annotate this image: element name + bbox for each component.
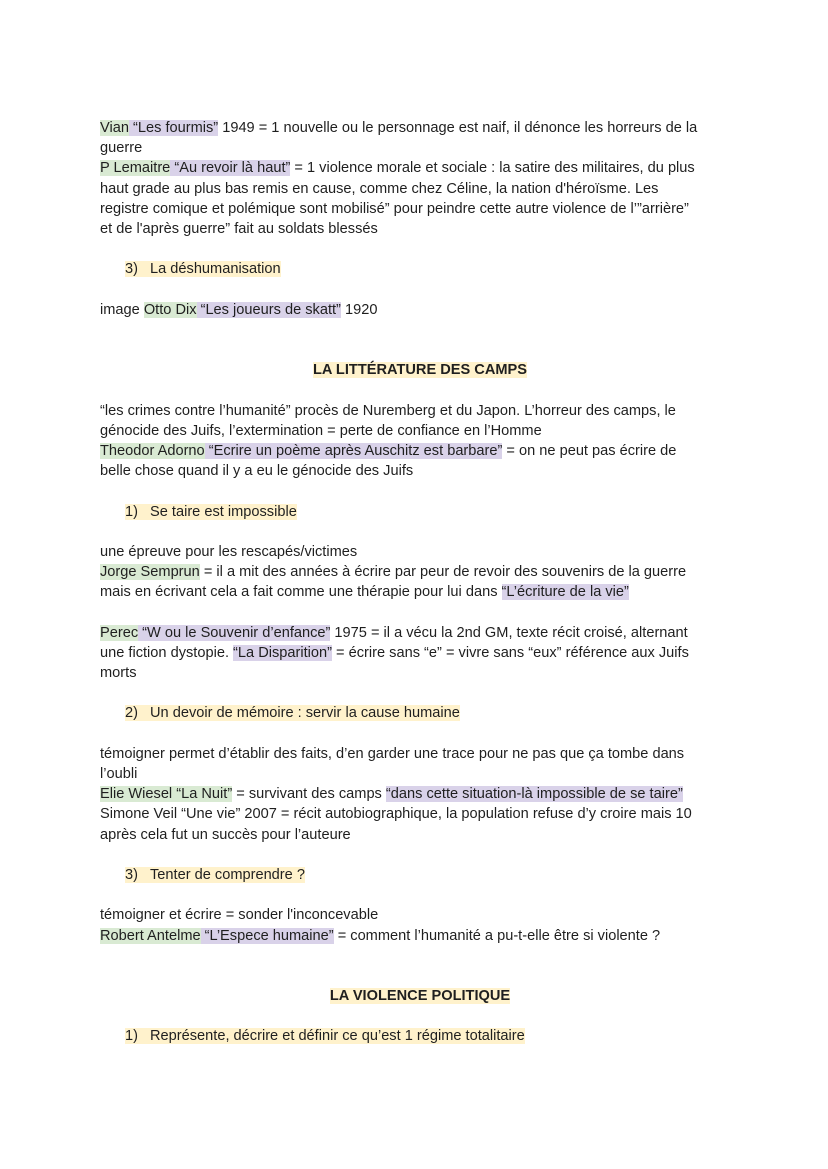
section-title: Se taire est impossible — [150, 503, 297, 520]
text: = il a mit des années à écrire par peur de revoir des souvenirs de la guerre — [199, 564, 687, 581]
text: 1975 = il a vécu la 2nd GM, texte récit croisé, alternant — [330, 624, 688, 641]
author-highlight: Jorge Semprun — [100, 564, 200, 581]
title-highlight: “W ou le Souvenir d’enfance” — [138, 624, 331, 641]
list-number: 1) — [125, 1028, 138, 1045]
text-line — [100, 926, 740, 946]
section-heading-3 — [100, 259, 740, 279]
text: mais en écrivant cela a fait comme une thérapie pour lui dans — [100, 584, 502, 601]
document-page — [100, 118, 740, 1047]
text: = comment l’humanité a pu-t-elle être si violente ? — [333, 927, 661, 944]
text-line: guerre — [100, 140, 143, 157]
chapter-title: LA LITTÉRATURE DES CAMPS — [312, 362, 528, 379]
text-line — [100, 582, 740, 602]
text: = 1 violence morale et sociale : la satire des militaires, du plus — [290, 160, 695, 177]
text-line: registre comique et polémique sont mobilisé” pour peindre cette autre violence de l’”arrière” — [100, 200, 689, 217]
text-line: belle chose quand il y a eu le génocide des Juifs — [100, 463, 414, 480]
text-line: morts — [100, 665, 137, 682]
author-highlight: Elie Wiesel — [100, 786, 173, 803]
section-title: La déshumanisation — [150, 261, 281, 278]
text-line: Simone Veil “Une vie” 2007 = récit autobiographique, la population refuse d’y croire mais 10 — [100, 806, 692, 823]
author-highlight: Theodor Adorno — [100, 443, 205, 459]
chapter-title: LA VIOLENCE POLITIQUE — [329, 988, 511, 1005]
title-highlight: “Les fourmis” — [128, 120, 219, 136]
text-line: et de l'après guerre” fait au soldats blessés — [100, 220, 378, 237]
text-line: témoigner permet d’établir des faits, d’en garder une trace pour ne pas que ça tombe dans — [100, 745, 685, 762]
text-line: “les crimes contre l’humanité” procès de Nuremberg et du Japon. L’horreur des camps, le — [100, 402, 676, 419]
text: une fiction dystopie. — [100, 644, 234, 661]
text-line — [100, 643, 740, 663]
text-line — [100, 158, 740, 178]
chapter-heading — [100, 986, 740, 1006]
text-line: l’oubli — [100, 766, 138, 782]
section-title: Représente, décrire et définir ce qu’est 1 régime totalitaire — [150, 1028, 525, 1045]
text-line — [100, 441, 740, 461]
section-heading-3b — [100, 865, 740, 885]
text-line: génocide des Juifs, l’extermination = perte de confiance en l’Homme — [100, 422, 542, 439]
section-title: Tenter de comprendre ? — [150, 866, 305, 883]
author-highlight: Otto Dix — [143, 301, 197, 318]
text: 1920 — [340, 301, 378, 318]
text: 1949 = 1 nouvelle ou le personnage est naif, il dénonce les horreurs de la — [218, 120, 698, 136]
author-highlight: Perec — [100, 624, 139, 641]
title-highlight: “La Nuit” — [172, 786, 233, 803]
text-line — [100, 623, 740, 643]
title-highlight: “Les joueurs de skatt” — [196, 301, 341, 318]
title-highlight: “L’écriture de la vie” — [501, 584, 629, 601]
chapter-heading — [100, 360, 740, 380]
text-line — [100, 118, 740, 138]
text: = on ne peut pas écrire de — [502, 443, 677, 459]
text: image — [100, 301, 144, 318]
author-highlight: Robert Antelme — [100, 927, 201, 944]
text-line: après cela fut un succès pour l’auteure — [100, 826, 351, 843]
text-line: témoigner et écrire = sonder l'inconcevable — [100, 907, 379, 924]
title-highlight: “Au revoir là haut” — [170, 160, 291, 177]
text-line: haut grade au plus bas remis en cause, comme chez Céline, la nation d'héroïsme. Les — [100, 180, 659, 197]
text-line — [100, 562, 740, 582]
section-heading-2 — [100, 703, 740, 723]
list-number: 1) — [125, 503, 138, 520]
title-highlight: “Ecrire un poème après Auschitz est barbare” — [204, 443, 503, 459]
list-number: 3) — [125, 866, 138, 883]
author-highlight: P Lemaitre — [100, 160, 171, 177]
list-number: 3) — [125, 261, 138, 278]
text: = survivant des camps — [232, 786, 386, 803]
text-line — [100, 300, 740, 320]
text-line: une épreuve pour les rescapés/victimes — [100, 543, 358, 560]
section-heading-1 — [100, 502, 740, 522]
section-title: Un devoir de mémoire : servir la cause humaine — [150, 705, 460, 722]
section-heading-v1 — [100, 1026, 740, 1046]
text: = écrire sans “e” = vivre sans “eux” référence aux Juifs — [332, 644, 689, 661]
title-highlight: “La Disparition” — [233, 644, 332, 661]
list-number: 2) — [125, 705, 138, 722]
quote-highlight: “dans cette situation-là impossible de se taire” — [385, 786, 683, 803]
title-highlight: “L’Espece humaine” — [200, 927, 334, 944]
text-line — [100, 784, 740, 804]
author-highlight: Vian — [100, 120, 129, 136]
